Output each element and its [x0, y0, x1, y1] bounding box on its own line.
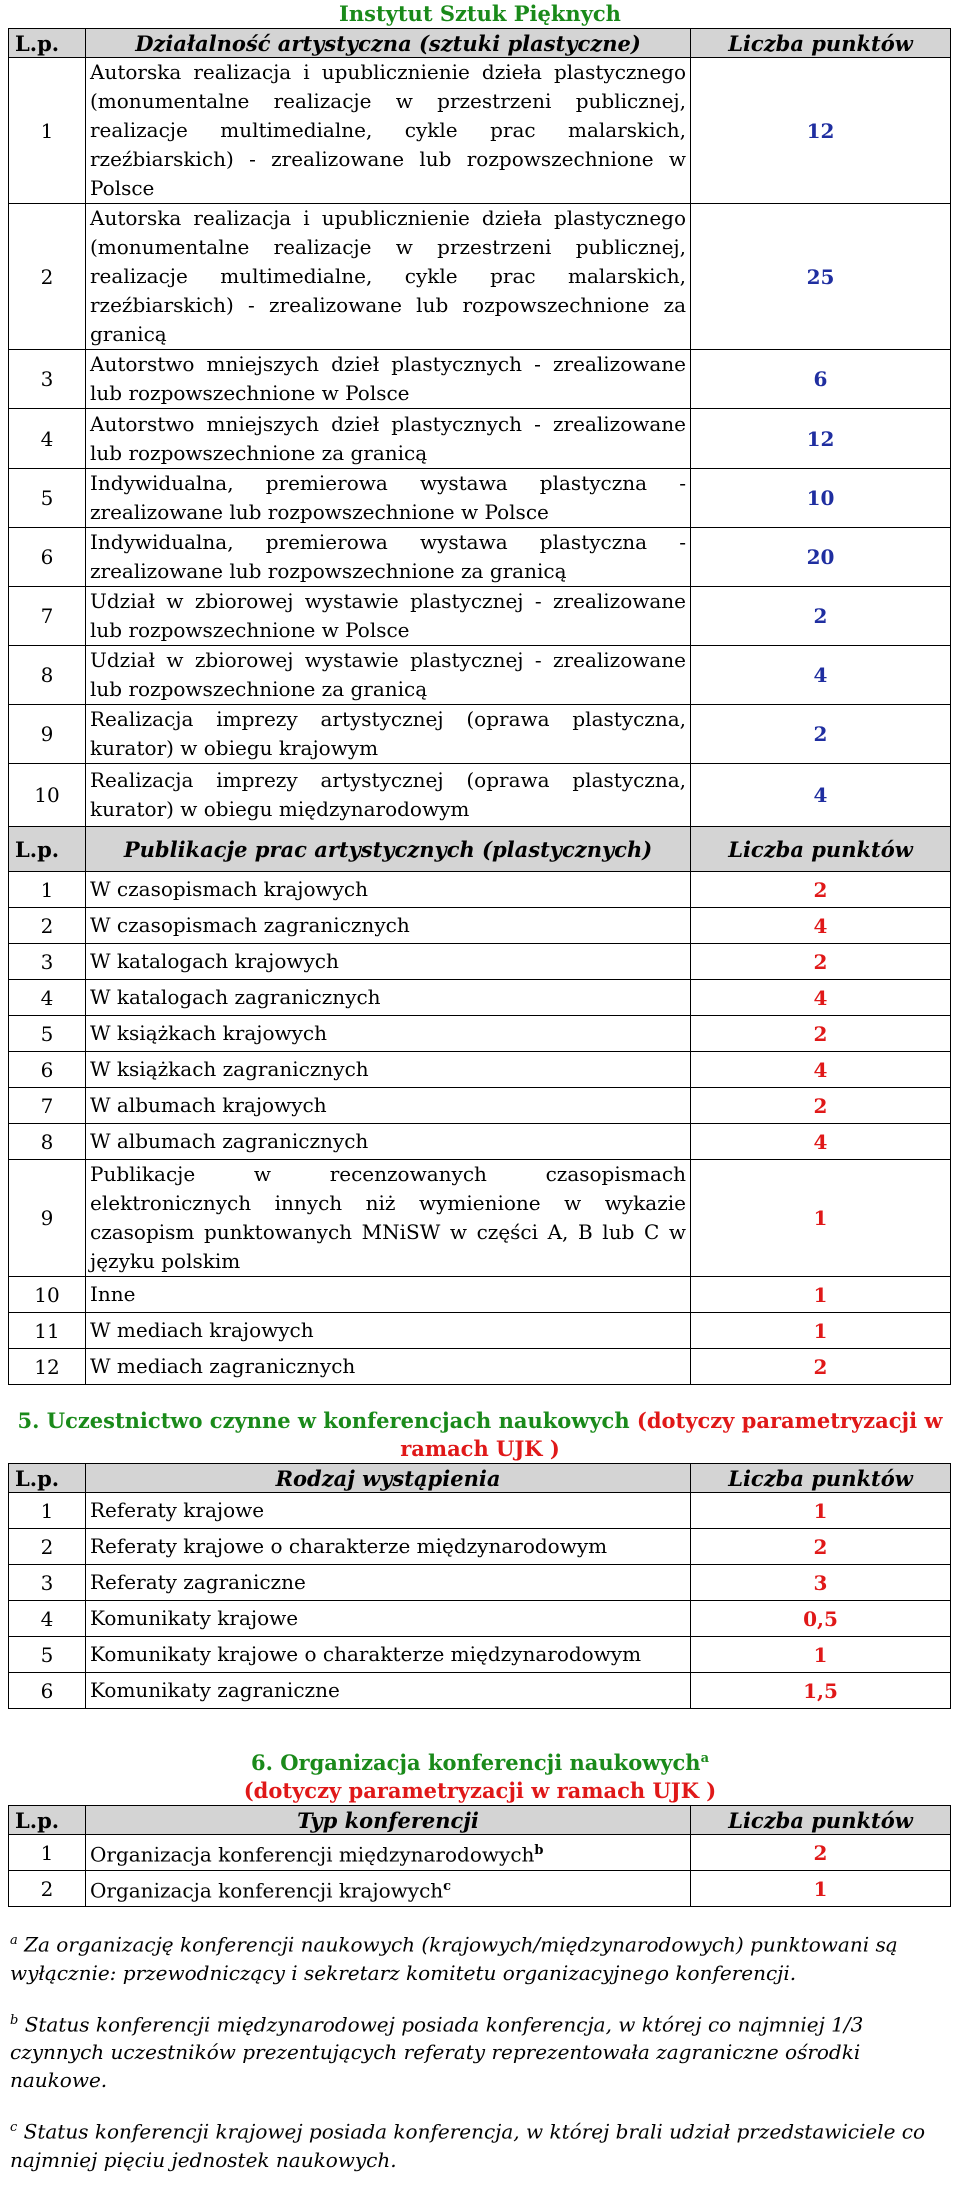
row-points: 1,5: [691, 1673, 951, 1709]
row-number: 3: [9, 1565, 86, 1601]
header-activity: Działalność artystyczna (sztuki plastyczne): [86, 29, 691, 58]
row-points: 2: [691, 1529, 951, 1565]
table-row: [9, 1349, 951, 1385]
row-description-text: Organizacja konferencji krajowych: [90, 1878, 444, 1903]
table-row: [9, 944, 951, 980]
row-description: [86, 1835, 691, 1871]
footnotes: [8, 1927, 952, 2174]
row-points: 1: [691, 1313, 951, 1349]
row-number: 5: [9, 1016, 86, 1052]
row-description: Komunikaty krajowe: [86, 1601, 691, 1637]
row-description: Autorstwo mniejszych dzieł plastycznych - zrealizowane lub rozpowszechnione za granicą: [86, 409, 691, 469]
header-publications: Publikacje prac artystycznych (plastycznych): [86, 827, 691, 872]
footnote-text: Za organizację konferencji naukowych (krajowych/międzynarodowych) punktowani są wyłącznie: przewodniczący i sekretarz komitetu organizacyjnego konferencji.: [10, 1932, 898, 1985]
row-points: 20: [691, 528, 951, 587]
row-number: 1: [9, 58, 86, 204]
row-description: W albumach zagranicznych: [86, 1124, 691, 1160]
row-number: 10: [9, 764, 86, 827]
row-number: 10: [9, 1277, 86, 1313]
row-description: Komunikaty zagraniczne: [86, 1673, 691, 1709]
row-points: 0,5: [691, 1601, 951, 1637]
conference-organization-table: [8, 1805, 951, 1907]
row-description: W czasopismach zagranicznych: [86, 908, 691, 944]
row-number: 6: [9, 1052, 86, 1088]
row-number: 8: [9, 646, 86, 705]
row-number: 2: [9, 1529, 86, 1565]
section6-heading-main: 6. Organizacja konferencji naukowych: [250, 1750, 701, 1775]
table-row: [9, 1052, 951, 1088]
row-number: 6: [9, 528, 86, 587]
table-row: [9, 980, 951, 1016]
row-description: Publikacje w recenzowanych czasopismach elektronicznych innych niż wymienione w wykazie czasopism punktowanych MNiSW w części A, B lub C w języku polskim: [86, 1160, 691, 1277]
header-points: Liczba punktów: [691, 1806, 951, 1835]
header-points: Liczba punktów: [691, 1464, 951, 1493]
row-number: 7: [9, 1088, 86, 1124]
table-row: [9, 705, 951, 764]
row-description-text: Organizacja konferencji międzynarodowych: [90, 1842, 535, 1867]
table-row: [9, 872, 951, 908]
row-number: 4: [9, 980, 86, 1016]
row-points: 6: [691, 350, 951, 409]
row-points: 10: [691, 469, 951, 528]
table3-body: [9, 1493, 951, 1709]
row-description: Realizacja imprezy artystycznej (oprawa plastyczna, kurator) w obiegu międzynarodowym: [86, 764, 691, 827]
row-description: Autorska realizacja i upublicznienie dzieła plastycznego (monumentalne realizacje w przestrzeni publicznej, realizacje multimedialne, cykle prac malarskich, rzeźbiarskich) - zrealizowane lub rozpowszechnione za granicą: [86, 204, 691, 350]
table-row: [9, 1601, 951, 1637]
table1-header-row: [9, 29, 951, 58]
table-row: [9, 1637, 951, 1673]
section5-heading: [8, 1407, 952, 1463]
header-lp: L.p.: [9, 1806, 86, 1835]
table4-body: [9, 1835, 951, 1907]
header-lp: L.p.: [9, 1464, 86, 1493]
table-row: [9, 469, 951, 528]
table3-header-row: [9, 1464, 951, 1493]
footnote-marker: c: [443, 1878, 452, 1894]
row-number: 3: [9, 944, 86, 980]
row-description: Indywidualna, premierowa wystawa plastyczna - zrealizowane lub rozpowszechnione w Polsce: [86, 469, 691, 528]
row-points: 2: [691, 1835, 951, 1871]
table-row: [9, 350, 951, 409]
section6-heading-sup: a: [700, 1751, 710, 1766]
row-number: 2: [9, 204, 86, 350]
row-points: 2: [691, 1016, 951, 1052]
row-number: 2: [9, 1871, 86, 1907]
table-row: [9, 1493, 951, 1529]
row-number: 12: [9, 1349, 86, 1385]
table-row: [9, 58, 951, 204]
row-description: W książkach zagranicznych: [86, 1052, 691, 1088]
footnote-marker: b: [534, 1842, 544, 1858]
table-row: [9, 1088, 951, 1124]
row-number: 1: [9, 872, 86, 908]
row-description: Indywidualna, premierowa wystawa plastyczna - zrealizowane lub rozpowszechnione za granicą: [86, 528, 691, 587]
table-row: [9, 1673, 951, 1709]
row-number: 9: [9, 705, 86, 764]
row-points: 2: [691, 1349, 951, 1385]
row-points: 1: [691, 1637, 951, 1673]
table-row: [9, 1016, 951, 1052]
row-points: 4: [691, 1124, 951, 1160]
footnote: [8, 2114, 952, 2174]
row-description: Referaty krajowe o charakterze międzynarodowym: [86, 1529, 691, 1565]
row-description: W mediach zagranicznych: [86, 1349, 691, 1385]
row-points: 1: [691, 1871, 951, 1907]
row-number: 11: [9, 1313, 86, 1349]
header-presentation-type: Rodzaj wystąpienia: [86, 1464, 691, 1493]
conference-participation-table: [8, 1463, 951, 1709]
row-points: 3: [691, 1565, 951, 1601]
row-description: Udział w zbiorowej wystawie plastycznej - zrealizowane lub rozpowszechnione za granicą: [86, 646, 691, 705]
row-description: Inne: [86, 1277, 691, 1313]
row-points: 4: [691, 646, 951, 705]
row-points: 4: [691, 980, 951, 1016]
section6-heading: [8, 1745, 952, 1805]
section5-heading-note: (dotyczy parametryzacji w: [636, 1408, 943, 1433]
table-row: [9, 1565, 951, 1601]
row-description: [86, 1871, 691, 1907]
table-row: [9, 1160, 951, 1277]
table1-body: [9, 58, 951, 827]
table-row: [9, 764, 951, 827]
table-row: [9, 1835, 951, 1871]
row-number: 2: [9, 908, 86, 944]
row-points: 25: [691, 204, 951, 350]
row-number: 5: [9, 1637, 86, 1673]
footnote-text: Status konferencji krajowej posiada konferencja, w której brali udział przedstawiciele co najmniej pięciu jednostek naukowych.: [10, 2119, 926, 2172]
row-points: 12: [691, 409, 951, 469]
row-description: W katalogach zagranicznych: [86, 980, 691, 1016]
header-lp: L.p.: [9, 827, 86, 872]
row-points: 4: [691, 1052, 951, 1088]
header-conference-type: Typ konferencji: [86, 1806, 691, 1835]
row-number: 3: [9, 350, 86, 409]
footnote: [8, 2007, 952, 2095]
row-number: 1: [9, 1493, 86, 1529]
table-row: [9, 204, 951, 350]
footnote-mark: b: [10, 2012, 19, 2028]
header-points: Liczba punktów: [691, 29, 951, 58]
footnote-mark: a: [10, 1933, 18, 1948]
row-number: 4: [9, 1601, 86, 1637]
row-description: Referaty krajowe: [86, 1493, 691, 1529]
table-row: [9, 908, 951, 944]
section5-heading-note-cont: ramach UJK ): [400, 1436, 560, 1461]
table2-body: [9, 872, 951, 1385]
row-points: 2: [691, 1088, 951, 1124]
art-activity-table: [8, 28, 951, 1385]
row-description: Autorska realizacja i upublicznienie dzieła plastycznego (monumentalne realizacje w przestrzeni publicznej, realizacje multimedialne, cykle prac malarskich, rzeźbiarskich) - zrealizowane lub rozpowszechnione w Polsce: [86, 58, 691, 204]
header-lp: L.p.: [9, 29, 86, 58]
row-points: 1: [691, 1277, 951, 1313]
row-description: W mediach krajowych: [86, 1313, 691, 1349]
row-description: Udział w zbiorowej wystawie plastycznej - zrealizowane lub rozpowszechnione w Polsce: [86, 587, 691, 646]
footnote-mark: c: [10, 2120, 18, 2136]
row-description: Komunikaty krajowe o charakterze międzynarodowym: [86, 1637, 691, 1673]
table-row: [9, 1124, 951, 1160]
row-number: 7: [9, 587, 86, 646]
row-points: 4: [691, 764, 951, 827]
row-description: W katalogach krajowych: [86, 944, 691, 980]
row-number: 6: [9, 1673, 86, 1709]
table-row: [9, 1313, 951, 1349]
row-number: 9: [9, 1160, 86, 1277]
row-points: 2: [691, 705, 951, 764]
row-number: 4: [9, 409, 86, 469]
row-number: 5: [9, 469, 86, 528]
row-points: 1: [691, 1493, 951, 1529]
table-row: [9, 1277, 951, 1313]
table-row: [9, 409, 951, 469]
row-points: 2: [691, 944, 951, 980]
table-row: [9, 646, 951, 705]
footnote: [8, 1927, 952, 1987]
row-points: 2: [691, 872, 951, 908]
row-description: Autorstwo mniejszych dzieł plastycznych - zrealizowane lub rozpowszechnione w Polsce: [86, 350, 691, 409]
row-description: W albumach krajowych: [86, 1088, 691, 1124]
row-number: 1: [9, 1835, 86, 1871]
table4-header-row: [9, 1806, 951, 1835]
table2-header-row: [9, 827, 951, 872]
section6-heading-note: (dotyczy parametryzacji w ramach UJK ): [243, 1778, 717, 1803]
row-description: Realizacja imprezy artystycznej (oprawa plastyczna, kurator) w obiegu krajowym: [86, 705, 691, 764]
row-description: W czasopismach krajowych: [86, 872, 691, 908]
row-points: 4: [691, 908, 951, 944]
table-row: [9, 1529, 951, 1565]
section5-heading-main: 5. Uczestnictwo czynne w konferencjach naukowych: [17, 1408, 630, 1433]
row-description: Referaty zagraniczne: [86, 1565, 691, 1601]
table-row: [9, 1871, 951, 1907]
row-points: 12: [691, 58, 951, 204]
row-points: 1: [691, 1160, 951, 1277]
institute-title: Instytut Sztuk Pięknych: [339, 1, 621, 26]
row-description: W książkach krajowych: [86, 1016, 691, 1052]
table-row: [9, 587, 951, 646]
header-points: Liczba punktów: [691, 827, 951, 872]
footnote-text: Status konferencji międzynarodowej posiada konferencja, w której co najmniej 1/3 czynnych uczestników prezentujących referaty reprezentowała zagraniczne ośrodki naukowe.: [10, 2012, 864, 2093]
table-row: [9, 528, 951, 587]
row-number: 8: [9, 1124, 86, 1160]
row-points: 2: [691, 587, 951, 646]
